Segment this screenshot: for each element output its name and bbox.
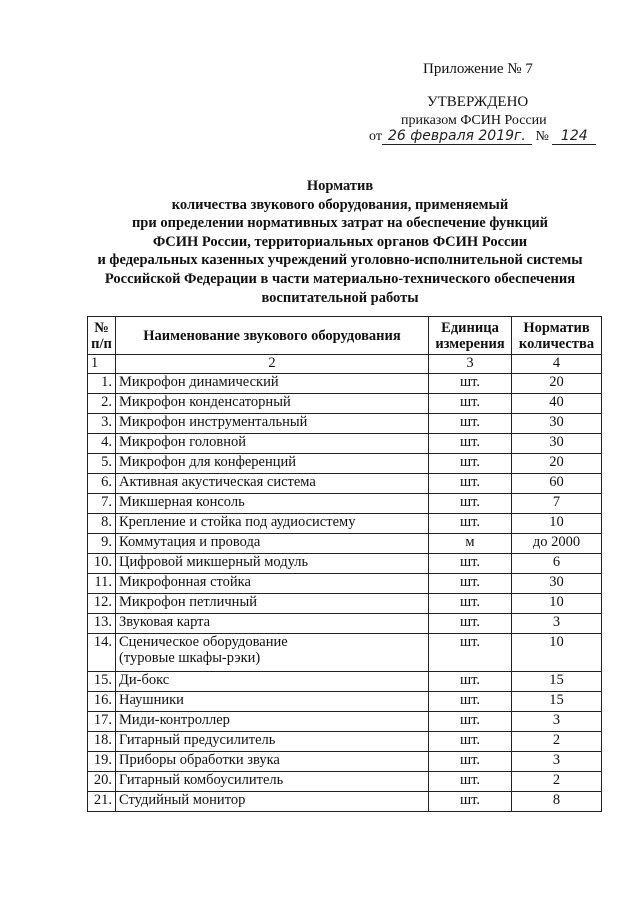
name-cell: Микрофон инструментальный [116, 414, 429, 434]
value-cell: 15 [512, 692, 602, 712]
unit-cell: шт. [429, 394, 512, 414]
value-cell: 30 [512, 574, 602, 594]
name-cell: Наушники [116, 692, 429, 712]
document-title [60, 177, 620, 307]
title-line: количества звукового оборудования, применяемый [171, 196, 509, 213]
equipment-table [87, 316, 602, 812]
unit-cell: шт. [429, 374, 512, 394]
row-number-cell: 9. [88, 534, 116, 554]
table-row [88, 692, 602, 712]
unit-cell: шт. [429, 494, 512, 514]
unit-cell: шт. [429, 792, 512, 812]
index-cell: 2 [116, 355, 429, 374]
unit-cell: шт. [429, 454, 512, 474]
table-row [88, 574, 602, 594]
value-cell: 10 [512, 634, 602, 672]
name-cell: Звуковая карта [116, 614, 429, 634]
unit-cell: шт. [429, 772, 512, 792]
value-cell: 20 [512, 454, 602, 474]
name-cell: Микрофон для конференций [116, 454, 429, 474]
table-row [88, 594, 602, 614]
value-cell: 40 [512, 394, 602, 414]
row-number-cell: 21. [88, 792, 116, 812]
title-line: воспитательной работы [261, 289, 419, 306]
handwritten-number: 124 [552, 129, 596, 145]
order-date-line [369, 129, 596, 145]
title-line: ФСИН России, территориальных органов ФСИН России [152, 233, 528, 250]
name-cell: Микшерная консоль [116, 494, 429, 514]
row-number-cell: 19. [88, 752, 116, 772]
name-cell: Приборы обработки звука [116, 752, 429, 772]
row-number-cell: 6. [88, 474, 116, 494]
row-number-cell: 2. [88, 394, 116, 414]
col-header-num: № п/п [88, 317, 116, 355]
value-cell: 3 [512, 614, 602, 634]
table-body [88, 355, 602, 812]
unit-cell: шт. [429, 732, 512, 752]
unit-cell: шт. [429, 574, 512, 594]
unit-cell: шт. [429, 474, 512, 494]
order-by-label: приказом ФСИН России [401, 113, 547, 128]
value-cell: 8 [512, 792, 602, 812]
value-cell: 20 [512, 374, 602, 394]
table-row [88, 414, 602, 434]
table-row [88, 534, 602, 554]
value-cell: 3 [512, 752, 602, 772]
table-row [88, 554, 602, 574]
row-number-cell: 18. [88, 732, 116, 752]
table-row [88, 494, 602, 514]
row-number-cell: 8. [88, 514, 116, 534]
unit-cell: м [429, 534, 512, 554]
unit-cell: шт. [429, 692, 512, 712]
name-cell: Крепление и стойка под аудиосистему [116, 514, 429, 534]
value-cell: 3 [512, 712, 602, 732]
approved-label: УТВЕРЖДЕНО [427, 94, 529, 110]
index-cell: 4 [512, 355, 602, 374]
title-line: при определении нормативных затрат на обеспечение функций [131, 215, 549, 232]
name-cell: Активная акустическая система [116, 474, 429, 494]
value-cell: 10 [512, 514, 602, 534]
row-number-cell: 7. [88, 494, 116, 514]
name-cell: Студийный монитор [116, 792, 429, 812]
name-cell [116, 634, 429, 672]
unit-cell: шт. [429, 672, 512, 692]
table-row [88, 712, 602, 732]
unit-cell: шт. [429, 752, 512, 772]
index-cell: 3 [429, 355, 512, 374]
unit-cell: шт. [429, 414, 512, 434]
table-row [88, 772, 602, 792]
table-header-row [88, 317, 602, 355]
number-label: № [535, 129, 549, 144]
row-number-cell: 11. [88, 574, 116, 594]
unit-cell: шт. [429, 554, 512, 574]
table-row [88, 732, 602, 752]
table-row [88, 634, 602, 672]
table-row [88, 514, 602, 534]
value-cell: 30 [512, 434, 602, 454]
name-cell: Микрофон конденсаторный [116, 394, 429, 414]
table-row [88, 792, 602, 812]
value-cell: 15 [512, 672, 602, 692]
table-row [88, 474, 602, 494]
value-cell: 60 [512, 474, 602, 494]
row-number-cell: 15. [88, 672, 116, 692]
name-cell: Коммутация и провода [116, 534, 429, 554]
name-cell: Микрофонная стойка [116, 574, 429, 594]
row-number-cell: 20. [88, 772, 116, 792]
title-line: и федеральных казенных учреждений уголовно-исполнительной системы [97, 252, 583, 269]
index-cell: 1 [88, 355, 116, 374]
title-line: Российской Федерации в части материально-технического обеспечения [104, 270, 576, 287]
value-cell: 7 [512, 494, 602, 514]
title-line: Норматив [306, 178, 374, 194]
unit-cell: шт. [429, 712, 512, 732]
name-cell: Микрофон головной [116, 434, 429, 454]
row-number-cell: 17. [88, 712, 116, 732]
table-row [88, 374, 602, 394]
row-number-cell: 10. [88, 554, 116, 574]
value-cell: 30 [512, 414, 602, 434]
col-header-value: Норматив количества [512, 317, 602, 355]
name-line-2: (туровые шкафы-рэки) [119, 650, 261, 666]
row-number-cell: 3. [88, 414, 116, 434]
row-number-cell: 16. [88, 692, 116, 712]
table-row [88, 672, 602, 692]
name-cell: Микрофон петличный [116, 594, 429, 614]
table-row [88, 614, 602, 634]
handwritten-date: 26 февраля 2019г. [382, 129, 532, 145]
row-number-cell: 14. [88, 634, 116, 672]
appendix-label: Приложение № 7 [423, 61, 533, 77]
value-cell: до 2000 [512, 534, 602, 554]
unit-cell: шт. [429, 634, 512, 672]
from-label: от [369, 129, 382, 144]
row-number-cell: 1. [88, 374, 116, 394]
unit-cell: шт. [429, 594, 512, 614]
table-row [88, 454, 602, 474]
unit-cell: шт. [429, 514, 512, 534]
name-cell: Микрофон динамический [116, 374, 429, 394]
table-row [88, 752, 602, 772]
name-cell: Ди-бокс [116, 672, 429, 692]
name-cell: Миди-контроллер [116, 712, 429, 732]
unit-cell: шт. [429, 614, 512, 634]
row-number-cell: 13. [88, 614, 116, 634]
value-cell: 2 [512, 772, 602, 792]
unit-cell: шт. [429, 434, 512, 454]
row-number-cell: 4. [88, 434, 116, 454]
value-cell: 10 [512, 594, 602, 614]
row-number-cell: 5. [88, 454, 116, 474]
value-cell: 6 [512, 554, 602, 574]
value-cell: 2 [512, 732, 602, 752]
column-index-row [88, 355, 602, 374]
name-cell: Цифровой микшерный модуль [116, 554, 429, 574]
col-header-unit: Единица измерения [429, 317, 512, 355]
table-row [88, 394, 602, 414]
table-row [88, 434, 602, 454]
name-cell: Гитарный комбоусилитель [116, 772, 429, 792]
name-line: Сценическое оборудование [119, 634, 288, 650]
name-cell: Гитарный предусилитель [116, 732, 429, 752]
col-header-name: Наименование звукового оборудования [116, 317, 429, 355]
row-number-cell: 12. [88, 594, 116, 614]
